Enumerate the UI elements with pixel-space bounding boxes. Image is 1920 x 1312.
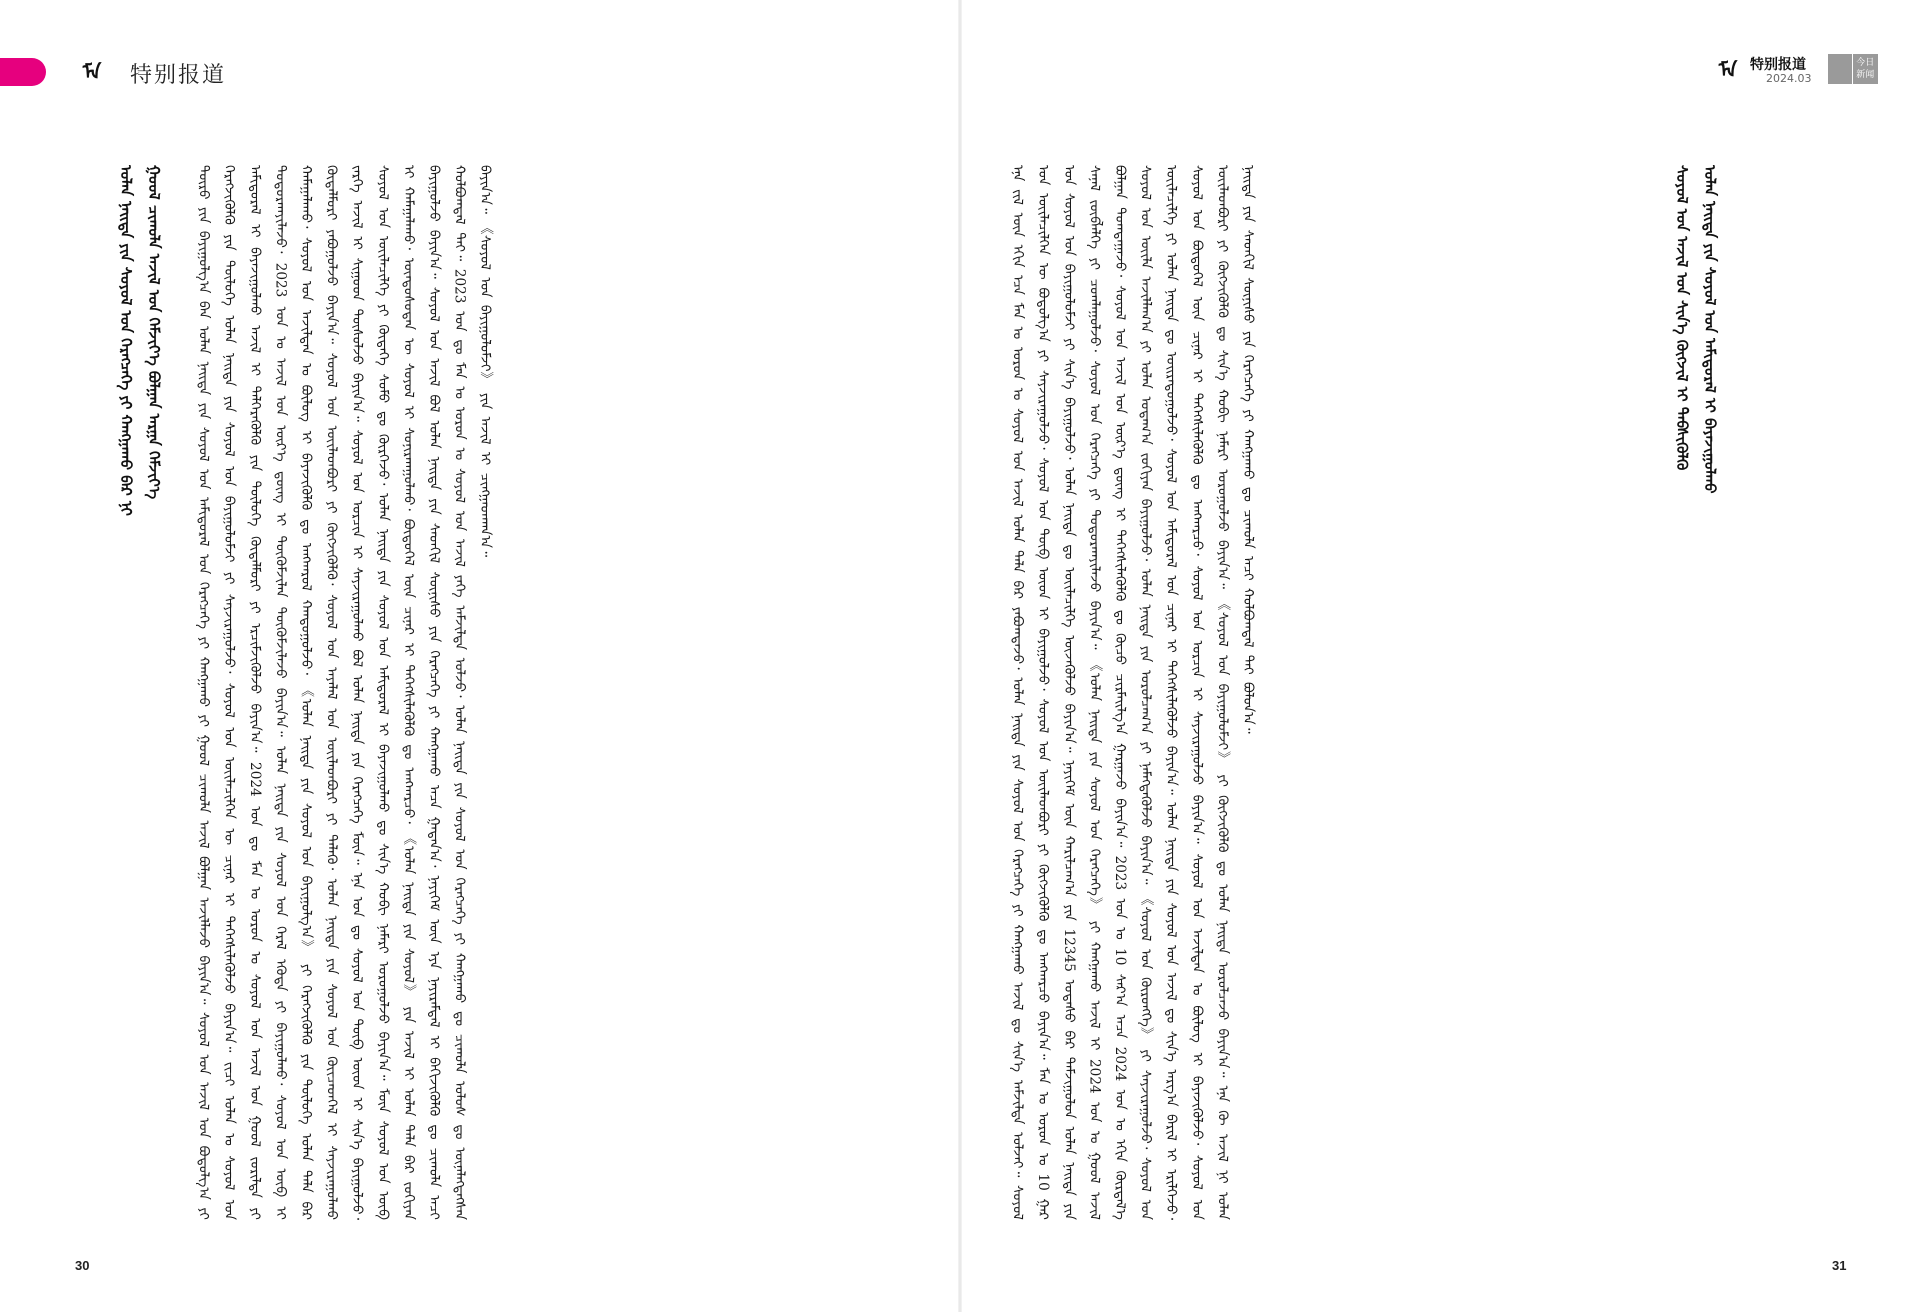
logo-emblem-icon: [1828, 54, 1853, 84]
right-title-line-2: ᠣᠯᠠᠨ ᠨᠡᠢᠲᠡ ᠶᠢᠨ ᠰᠣᠶᠤᠯ ᠤᠨ ᠠᠮᠢᠳᠤᠷᠠᠯ ᠢ ᠪᠠᠶᠠᠵᠢᠭᠤᠯᠬᠤ: [1701, 165, 1719, 494]
right-page: [960, 0, 1920, 1312]
right-article-title: [1668, 165, 1732, 1220]
page-number-right: 31: [1832, 1258, 1847, 1273]
logo-text: 今日新闻: [1856, 58, 1875, 80]
left-body-paragraph: ᠲᠦᠷᠦ ᠶᠢᠨ ᠪᠠᠶᠢᠭᠤᠯᠭ᠎ᠠ ᠪᠠᠨ ᠣᠯᠠᠨ ᠨᠡᠢᠲᠡ ᠶᠢᠨ ᠰᠣᠶᠤᠯ ᠤᠨ ᠠᠮᠢᠳᠤᠷᠠᠯ ᠤᠨ ᠬᠡᠷᠡᠭᠴᠡᠭᠡ ᠶᠢ ᠬᠠᠩᠭᠠᠬᠤ ᠶᠢ ᠭᠣᠣᠯ ᠴᠢᠬᠤᠯᠠ ᠠᠵᠢᠯ ᠪᠣᠯᠭᠠᠨ ᠠᠵᠢᠯᠯᠠᠵᠤ ᠪᠠᠶᠢᠨ᠎ᠠ᠃ ᠰᠣᠶᠤᠯ ᠤᠨ ᠠᠵᠢᠯ ᠤᠨ ᠪᠣᠳᠤᠯᠭ᠎ᠠ ᠶᠢ ᠬᠡᠷᠡᠭᠵᠢᠭᠦᠯᠬᠦ ᠶᠢᠨ ᠲᠥᠯᠥᠭᠡ ᠣᠯᠠᠨ ᠨᠡᠢᠲᠡ ᠶᠢᠨ ᠰᠣᠶᠤᠯ ᠤᠨ ᠪᠠᠶᠢᠭᠤᠯᠤᠮᠵᠢ ᠶᠢ ᠰᠠᠶᠵᠢᠷᠠᠭᠤᠯᠵᠤ᠂ ᠰᠣᠶᠤᠯ ᠤᠨ ᠦᠢᠯᠡᠴᠢᠯᠭᠡᠨ ᠦ ᠴᠢᠨᠠᠷ ᠢ ᠳᠡᠭᠡᠭᠰᠢᠯᠡᠭᠦᠯᠵᠦ ᠪᠠᠶᠢᠨ᠎ᠠ᠃ ᠵᠢᠴᠢ ᠣᠯᠠᠨ ᠤ ᠰᠣᠶᠤᠯ ᠤᠨ ᠠᠮᠢᠳᠤᠷᠠᠯ ᠢ ᠪᠠᠶᠠᠵᠢᠭᠤᠯᠬᠤ ᠠᠵᠢᠯ ᠢ ᠳᠡᠯᠭᠡᠷᠡᠭᠦᠯᠬᠦ ᠶᠢᠨ ᠲᠥᠯᠥᠭᠡ ᠬᠥᠳᠡᠯᠮᠦᠷᠢ ᠶᠢ ᠡᠷᠴᠢᠮᠵᠢᠭᠦᠯᠵᠦ ᠪᠠᠶᠢᠨ᠎ᠠ᠃ 2024 ᠣᠨ ᠳᠤ ᠮᠠᠨ ᠤ ᠣᠷᠣᠨ ᠤ ᠰᠣᠶᠤᠯ ᠤᠨ ᠠᠵᠢᠯ ᠤᠨ ᠭᠣᠣᠯ ᠵᠣᠷᠢᠯᠲᠠ ᠶᠢ ᠲᠣᠳᠣᠷᠬᠠᠶᠢᠯᠠᠵᠤ᠂ 2023 ᠣᠨ ᠤ ᠠᠵᠢᠯ ᠤᠨ ᠦᠷ᠎ᠡ ᠳ᠋ᠦᠩ ᠢ ᠳᠦᠭᠦᠮᠵᠢᠯᠡᠨ ᠳᠦᠭᠦᠮᠵᠢᠯᠡᠵᠦ ᠪᠠᠶᠢᠨ᠎ᠠ᠃ ᠣᠯᠠᠨ ᠨᠡᠢᠲᠡ ᠶᠢᠨ ᠰᠣᠶᠤᠯ ᠤᠨ ᠭᠡᠷᠡᠯ ᠡᠭᠦᠳᠡ ᠶᠢ ᠪᠠᠶᠢᠭᠤᠯᠬᠤ᠂ ᠰᠣᠶᠤᠯ ᠤᠨ ᠥᠪ ᠢ ᠬᠠᠮᠠᠭᠠᠯᠠᠬᠤ᠂ ᠰᠣᠶᠤᠯ ᠤᠨ ᠠᠵᠢᠯᠲᠠᠨ ᠤ ᠪᠦᠯᠦᠭ ᠢ ᠪᠡᠶᠡᠵᠢᠭᠦᠯᠬᠦ ᠳᠤ ᠠᠩᠬᠠᠷᠤᠯ ᠬᠠᠨᠳᠤᠭᠤᠯᠵᠤ᠂ 《ᠣᠯᠠᠨ ᠨᠡᠢᠲᠡ ᠶᠢᠨ ᠰᠣᠶᠤᠯ ᠤᠨ ᠪᠠᠶᠢᠭᠤᠯᠭ᠎ᠠ》 ᠶᠢ ᠬᠡᠷᠡᠭᠵᠢᠭᠦᠯᠬᠦ ᠶᠢᠨ ᠲᠥᠯᠥᠭᠡ ᠣᠯᠠᠨ ᠲᠠᠯᠠ ᠪᠠᠷ ᠬᠥᠳᠡᠯᠮᠦᠷᠢ ᠶᠠᠪᠤᠭᠤᠯᠵᠤ ᠪᠠᠶᠢᠨ᠎ᠠ᠃ ᠰᠣᠶᠤᠯ ᠤᠨ ᠦᠢᠯᠡᠳᠪᠦᠷᠢ ᠶᠢ ᠬᠥᠭᠵᠢᠭᠦᠯᠬᠦ᠂ ᠰᠣᠶᠤᠯ ᠤᠨ ᠠᠶᠠᠯᠠᠯ ᠤᠨ ᠦᠢᠯᠡᠳᠪᠦᠷᠢ ᠶᠢ ᠲᠡᠯᠡᠬᠦ᠂ ᠣᠯᠠᠨ ᠨᠡᠢᠲᠡ ᠶᠢᠨ ᠰᠣᠶᠤᠯ ᠤᠨ ᠭᠦᠢᠴᠡᠳᠬᠡᠯ ᠢ ᠰᠠᠶᠵᠢᠷᠠᠭᠤᠯᠬᠤ ᠵᠡᠷᠭᠡ ᠠᠵᠢᠯ ᠢ ᠰᠢᠭᠤᠳ ᠲᠥᠰᠦᠯᠵᠦ ᠪᠠᠶᠢᠨ᠎ᠠ᠃ ᠰᠣᠶᠤᠯ ᠤᠨ ᠣᠷᠴᠢᠨ ᠢ ᠰᠠᠶᠵᠢᠷᠠᠭᠤᠯᠬᠤ ᠪᠣᠯ ᠣᠯᠠᠨ ᠨᠡᠢᠲᠡ ᠶᠢᠨ ᠬᠡᠷᠡᠭᠴᠡᠭᠡ ᠮᠥᠨ᠃ ᠡᠨᠡ ᠣᠨ ᠳᠤ ᠰᠣᠶᠤᠯ ᠤᠨ ᠲᠥᠪ ᠦᠳ ᠢ ᠰᠢᠨ᠎ᠡ ᠪᠠᠶᠢᠭᠤᠯᠵᠤ᠂ ᠰᠣᠶᠤᠯ ᠤᠨ ᠦᠢᠯᠡᠴᠢᠯᠭᠡ ᠶᠢ ᠬᠥᠳᠡᠭᠡ ᠰᠤᠮᠤ ᠳᠤ ᠬᠦᠷᠬᠡᠵᠦ᠂ ᠣᠯᠠᠨ ᠨᠡᠢᠲᠡ ᠶᠢᠨ ᠰᠣᠶᠤᠯ ᠤᠨ ᠠᠮᠢᠳᠤᠷᠠᠯ ᠢ ᠪᠠᠶᠠᠵᠢᠭᠤᠯᠬᠤ ᠳᠤ ᠰᠢᠨ᠎ᠡ ᠬᠤᠪᠢ ᠨᠡᠮᠡᠷᠢ ᠣᠷᠣᠭᠤᠯᠵᠤ ᠪᠠᠶᠢᠨ᠎ᠠ᠃ ᠮᠥᠨ ᠰᠣᠶᠤᠯ ᠤᠨ ᠥᠪ ᠢ ᠬᠠᠮᠠᠭᠠᠯᠠᠬᠤ᠂ ᠦᠨᠳᠦᠰᠦᠲᠡᠨ ᠦ ᠰᠣᠶᠤᠯ ᠢ ᠰᠣᠨᠢᠷᠬᠠᠭᠤᠯᠬᠤ᠂ ᠪᠦᠲᠦᠭᠡᠯ ᠦᠨ ᠴᠢᠨᠠᠷ ᠢ ᠳᠡᠭᠡᠭᠰᠢᠯᠡᠭᠦᠯᠬᠦ ᠳᠤ ᠠᠩᠬᠠᠷᠴᠤ᠂ 《ᠣᠯᠠᠨ ᠨᠡᠢᠲᠡ ᠶᠢᠨ ᠰᠣᠶᠤᠯ》 ᠶᠢᠨ ᠠᠵᠢᠯ ᠢ ᠣᠯᠠᠨ ᠲᠠᠯᠠ ᠪᠠᠷ ᠵᠣᠬᠢᠶᠠᠨ ᠪᠠᠶᠢᠭᠤᠯᠵᠤ ᠪᠠᠶᠢᠨ᠎ᠠ᠃ ᠰᠣᠶᠤᠯ ᠤᠨ ᠠᠵᠢᠯ ᠪᠣᠯ ᠣᠯᠠᠨ ᠨᠡᠢᠲᠡ ᠶᠢᠨ ᠰᠡᠳᠬᠢᠯ ᠰᠦᠨᠢᠰᠦ ᠶᠢᠨ ᠬᠡᠷᠡᠭᠴᠡᠭᠡ ᠶᠢ ᠬᠠᠩᠭᠠᠬᠤ ᠠᠴᠠ ᠭᠠᠳᠠᠨ᠎ᠠ᠂ ᠨᠡᠶᠢᠭᠡᠮ ᠦᠨ ᠡᠶᠡ ᠨᠠᠶᠢᠷᠠᠮᠳᠠᠯ ᠢ ᠪᠡᠬᠢᠵᠢᠭᠦᠯᠬᠦ ᠳᠤ ᠴᠢᠬᠤᠯᠠ ᠠᠴᠢ ᠬᠣᠯᠪᠣᠭᠳᠠᠯ ᠲᠠᠶ᠃ 2023 ᠣᠨ ᠳᠤ ᠮᠠᠨ ᠤ ᠣᠷᠣᠨ ᠤ ᠰᠣᠶᠤᠯ ᠤᠨ ᠠᠵᠢᠯ ᠶᠡᠬᠡ ᠠᠮᠵᠢᠯᠲᠠ ᠣᠯᠵᠤ᠂ ᠣᠯᠠᠨ ᠨᠡᠢᠲᠡ ᠶᠢᠨ ᠰᠣᠶᠤᠯ ᠤᠨ ᠬᠡᠷᠡᠭᠴᠡᠭᠡ ᠶᠢ ᠬᠠᠩᠭᠠᠬᠤ ᠳᠤ ᠴᠢᠬᠤᠯᠠ ᠤᠯᠤᠰ ᠳᠤ ᠦᠨᠡᠯᠡᠭᠳᠡᠭᠰᠡᠨ ᠪᠠᠶᠢᠨ᠎ᠠ᠃ 《ᠰᠣᠶᠤᠯ ᠤᠨ ᠪᠠᠶᠢᠭᠤᠯᠤᠮᠵᠢ》 ᠶᠢᠨ ᠠᠵᠢᠯ ᠢ ᠴᠢᠩᠭᠠᠳᠭᠠᠨ᠎ᠠ᠃: [195, 165, 494, 1220]
section-tab-marker: [0, 58, 46, 86]
page-gutter: [958, 0, 962, 1312]
right-body-text: [1004, 165, 1658, 1220]
left-title-line-1: ᠣᠯᠠᠨ ᠨᠡᠢᠲᠡ ᠶᠢᠨ ᠰᠣᠶᠤᠯ ᠤᠨ ᠬᠡᠷᠡᠭᠴᠡᠭᠡ ᠶᠢ ᠬᠠᠩᠭᠠᠬᠤ ᠪᠠᠷ ᠨᠢ: [117, 165, 135, 516]
left-mongol-mark: ᠮᠡ: [82, 60, 102, 84]
left-title-line-2: ᠭᠣᠣᠯ ᠴᠢᠬᠤᠯᠠ ᠠᠵᠢᠯ ᠤᠨ ᠬᠡᠮᠵᠢᠶ᠎ᠡ ᠪᠣᠯᠭᠠᠨ ᠠᠷᠭᠠ ᠬᠡᠮᠵᠢᠶ᠎ᠡ: [145, 165, 163, 500]
page-number-left: 30: [75, 1258, 90, 1273]
left-body-text: [190, 165, 892, 1220]
right-title-line-1: ᠰᠣᠶᠤᠯ ᠤᠨ ᠠᠵᠢᠯ ᠤᠨ ᠰᠢᠨ᠎ᠡ ᠬᠥᠭᠵᠢᠯ ᠢ ᠳᠡᠪᠰᠢᠭᠦᠯᠬᠦ: [1673, 165, 1691, 471]
left-article-title: [112, 165, 178, 1220]
issue-date: 2024.03: [1766, 72, 1812, 85]
right-header-title: 特别报道: [1750, 57, 1806, 73]
section-title: 特别报道: [130, 63, 227, 88]
publication-logo: [1828, 54, 1878, 84]
right-body-paragraph: ᠡᠨᠡ ᠵᠢᠯ ᠦᠨ ᠡᠬᠢᠨ ᠡᠴᠡ ᠮᠠᠨ ᠤ ᠣᠷᠣᠨ ᠤ ᠰᠣᠶᠤᠯ ᠤᠨ ᠠᠵᠢᠯ ᠣᠯᠠᠨ ᠲᠠᠯᠠ ᠪᠠᠷ ᠶᠠᠪᠤᠭᠳᠠᠵᠤ᠂ ᠣᠯᠠᠨ ᠨᠡᠢᠲᠡ ᠶᠢᠨ ᠰᠣᠶᠤᠯ ᠤᠨ ᠬᠡᠷᠡᠭᠴᠡᠭᠡ ᠶᠢ ᠬᠠᠩᠭᠠᠬᠤ ᠠᠵᠢᠯ ᠳᠤ ᠰᠢᠨ᠎ᠡ ᠠᠮᠵᠢᠯᠲᠠ ᠣᠯᠵᠠᠢ᠃ ᠰᠣᠶᠤᠯ ᠤᠨ ᠦᠢᠯᠡᠴᠢᠯᠭᠡᠨ ᠦ ᠪᠣᠳᠤᠯᠭ᠎ᠠ ᠶᠢ ᠰᠠᠶᠵᠢᠷᠠᠭᠤᠯᠵᠤ᠂ ᠰᠣᠶᠤᠯ ᠤᠨ ᠲᠥᠪ ᠦᠳ ᠢ ᠪᠠᠶᠢᠭᠤᠯᠵᠤ᠂ ᠰᠣᠶᠤᠯ ᠤᠨ ᠦᠢᠯᠡᠳᠪᠦᠷᠢ ᠶᠢ ᠬᠥᠭᠵᠢᠭᠦᠯᠬᠦ ᠳᠤ ᠠᠩᠬᠠᠷᠴᠤ ᠪᠠᠶᠢᠨ᠎ᠠ᠃ ᠮᠠᠨ ᠤ ᠣᠷᠣᠨ ᠤ 10 ᠭᠠᠷ ᠤᠨ ᠰᠣᠶᠤᠯ ᠤᠨ ᠪᠠᠶᠢᠭᠤᠯᠤᠮᠵᠢ ᠶᠢ ᠰᠢᠨ᠎ᠡ ᠪᠠᠶᠢᠭᠤᠯᠵᠤ᠂ ᠣᠯᠠᠨ ᠨᠡᠢᠲᠡ ᠳᠤ ᠦᠢᠯᠡᠴᠢᠯᠭᠡ ᠦᠵᠡᠭᠦᠯᠵᠦ ᠪᠠᠶᠢᠨ᠎ᠠ᠃ ᠨᠡᠶᠢᠭᠡᠮ ᠦᠨ ᠬᠠᠷᠢᠯᠴᠠᠭ᠎ᠠ ᠶᠢᠨ 12345 ᠤᠲᠠᠰᠤ ᠪᠠᠷ ᠳᠠᠮᠵᠢᠭᠤᠯᠤᠨ ᠣᠯᠠᠨ ᠨᠡᠢᠲᠡ ᠶᠢᠨ ᠰᠠᠨᠠᠯ ᠵᠦᠪᠯᠡᠯᠭᠡ ᠶᠢ ᠴᠤᠭᠯᠠᠭᠤᠯᠵᠤ᠂ ᠰᠣᠶᠤᠯ ᠤᠨ ᠬᠡᠷᠡᠭᠴᠡᠭᠡ ᠶᠢ ᠲᠣᠳᠣᠷᠬᠠᠶᠢᠯᠠᠵᠤ ᠪᠠᠶᠢᠨ᠎ᠠ᠃ 《ᠣᠯᠠᠨ ᠨᠡᠢᠲᠡ ᠶᠢᠨ ᠰᠣᠶᠤᠯ ᠤᠨ ᠬᠡᠷᠡᠭᠴᠡᠭᠡ》 ᠶᠢ ᠬᠠᠩᠭᠠᠬᠤ ᠠᠵᠢᠯ ᠢ 2024 ᠣᠨ ᠤ ᠭᠣᠣᠯ ᠠᠵᠢᠯ ᠪᠣᠯᠭᠠᠨ ᠲᠣᠭᠲᠠᠭᠠᠵᠤ᠂ ᠰᠣᠶᠤᠯ ᠤᠨ ᠠᠵᠢᠯ ᠤᠨ ᠦᠷ᠎ᠡ ᠳ᠋ᠦᠩ ᠢ ᠳᠡᠭᠡᠭᠰᠢᠯᠡᠭᠦᠯᠬᠦ ᠳᠤ ᠬᠦᠴᠦ ᠴᠢᠷᠮᠠᠢᠯᠭ᠎ᠠ ᠭᠠᠷᠭᠠᠵᠤ ᠪᠠᠶᠢᠨ᠎ᠠ᠃ 2023 ᠣᠨ ᠤ 10 ᠰᠠᠷ᠎ᠠ ᠠᠴᠠ 2024 ᠣᠨ ᠤ ᠡᠬᠢᠨ ᠬᠦᠷᠲᠡᠯ᠎ᠡ ᠰᠣᠶᠤᠯ ᠤᠨ ᠦᠢᠯᠡ ᠠᠵᠢᠯᠯᠠᠭ᠎ᠠ ᠶᠢ ᠣᠯᠠᠨ ᠤᠳᠠᠭ᠎ᠠ ᠵᠣᠬᠢᠶᠠᠨ ᠪᠠᠶᠢᠭᠤᠯᠵᠤ᠂ ᠣᠯᠠᠨ ᠨᠡᠢᠲᠡ ᠶᠢᠨ ᠣᠷᠣᠯᠴᠠᠭ᠎ᠠ ᠶᠢ ᠨᠡᠮᠡᠭᠳᠡᠭᠦᠯᠵᠦ ᠪᠠᠶᠢᠨ᠎ᠠ᠃ 《ᠰᠣᠶᠤᠯ ᠤᠨ ᠬᠥᠷᠥᠩᠭᠡ》 ᠶᠢ ᠰᠠᠶᠵᠢᠷᠠᠭᠤᠯᠵᠤ᠂ ᠰᠣᠶᠤᠯ ᠤᠨ ᠦᠢᠯᠡᠴᠢᠯᠭᠡ ᠶᠢ ᠣᠯᠠᠨ ᠨᠡᠢᠲᠡ ᠳᠤ ᠣᠢᠷᠠᠲᠤᠭᠤᠯᠵᠤ᠂ ᠰᠣᠶᠤᠯ ᠤᠨ ᠠᠮᠢᠳᠤᠷᠠᠯ ᠤᠨ ᠴᠢᠨᠠᠷ ᠢ ᠳᠡᠭᠡᠭᠰᠢᠯᠡᠭᠦᠯᠵᠦ ᠪᠠᠶᠢᠨ᠎ᠠ᠃ ᠣᠯᠠᠨ ᠨᠡᠢᠲᠡ ᠶᠢᠨ ᠰᠣᠶᠤᠯ ᠤᠨ ᠠᠵᠢᠯ ᠳᠤ ᠰᠢᠨ᠎ᠡ ᠠᠷᠭ᠎ᠠ ᠪᠠᠷᠢᠯ ᠢ ᠡᠷᠢᠯᠬᠡᠵᠦ᠂ ᠰᠣᠶᠤᠯ ᠤᠨ ᠪᠦᠲᠦᠭᠡᠯ ᠦᠨ ᠴᠢᠨᠠᠷ ᠢ ᠳᠡᠭᠡᠭᠰᠢᠯᠡᠭᠦᠯᠬᠦ ᠳᠤ ᠠᠩᠬᠠᠷᠴᠤ᠂ ᠰᠣᠶᠤᠯ ᠤᠨ ᠣᠷᠴᠢᠨ ᠢ ᠰᠠᠶᠵᠢᠷᠠᠭᠤᠯᠵᠤ ᠪᠠᠶᠢᠨ᠎ᠠ᠃ ᠰᠣᠶᠤᠯ ᠤᠨ ᠠᠵᠢᠯᠲᠠᠨ ᠤ ᠪᠦᠯᠦᠭ ᠢ ᠪᠡᠶᠡᠵᠢᠭᠦᠯᠵᠦ᠂ ᠰᠣᠶᠤᠯ ᠤᠨ ᠦᠢᠯᠡᠳᠪᠦᠷᠢ ᠶᠢ ᠬᠥᠭᠵᠢᠭᠦᠯᠬᠦ ᠳᠤ ᠰᠢᠨ᠎ᠡ ᠬᠤᠪᠢ ᠨᠡᠮᠡᠷᠢ ᠣᠷᠣᠭᠤᠯᠵᠤ ᠪᠠᠶᠢᠨ᠎ᠠ᠃ 《ᠰᠣᠶᠤᠯ ᠤᠨ ᠪᠠᠶᠢᠭᠤᠯᠤᠮᠵᠢ》 ᠶᠢ ᠬᠥᠭᠵᠢᠭᠦᠯᠬᠦ ᠳᠤ ᠣᠯᠠᠨ ᠨᠡᠢᠲᠡ ᠣᠷᠣᠯᠴᠠᠵᠤ ᠪᠠᠶᠢᠨ᠎ᠠ᠃ ᠡᠨᠡ ᠬᠦ ᠠᠵᠢᠯ ᠨᠢ ᠣᠯᠠᠨ ᠨᠡᠢᠲᠡ ᠶᠢᠨ ᠰᠡᠳᠬᠢᠯ ᠰᠦᠨᠢᠰᠦ ᠶᠢᠨ ᠬᠡᠷᠡᠭᠴᠡᠭᠡ ᠶᠢ ᠬᠠᠩᠭᠠᠬᠤ ᠳᠤ ᠴᠢᠬᠤᠯᠠ ᠠᠴᠢ ᠬᠣᠯᠪᠣᠭᠳᠠᠯ ᠲᠠᠶ ᠪᠣᠯᠤᠨ᠎ᠠ᠃: [1009, 165, 1256, 1220]
right-mongol-mark: ᠮᠡ: [1718, 58, 1738, 82]
